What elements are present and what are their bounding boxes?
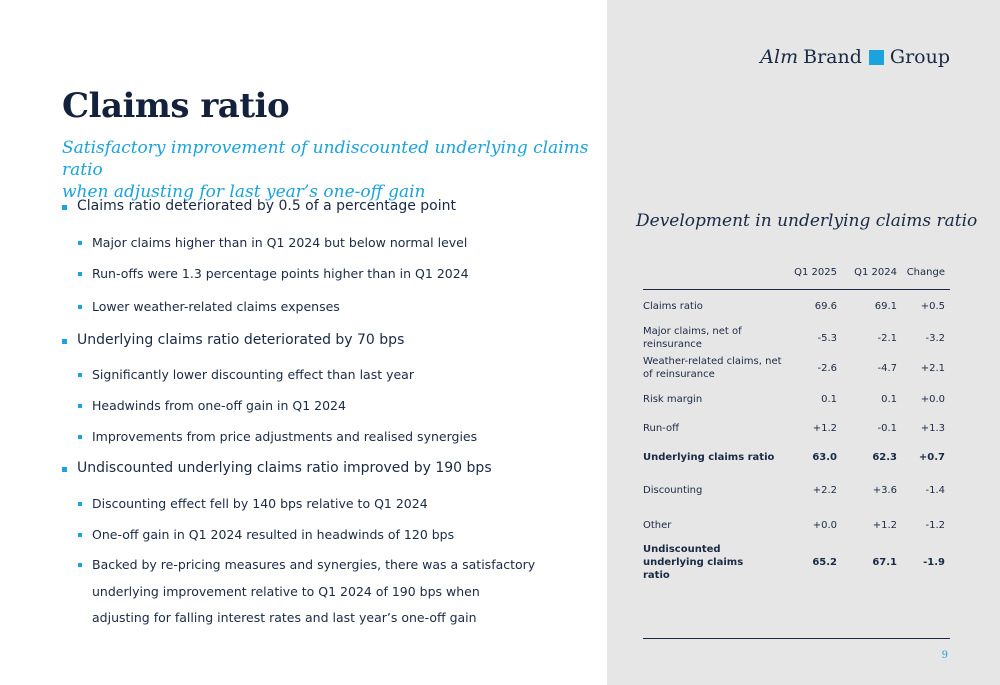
- company-logo: [760, 46, 950, 68]
- sub-bullet-text: Headwinds from one-off gain in Q1 2024: [92, 398, 346, 413]
- bullet-square-icon: [78, 241, 82, 245]
- page-subtitle: [62, 137, 602, 203]
- cell-q1-2025: +1.2: [812, 422, 837, 434]
- row-label: Weather-related claims, net of reinsurance: [643, 356, 782, 380]
- bullet-square-icon: [78, 533, 82, 537]
- sub-bullet-item: [78, 294, 538, 321]
- row-label: Major claims, net of reinsurance: [643, 326, 742, 350]
- cell-change: +0.5: [920, 300, 945, 312]
- page-title: Claims ratio: [62, 86, 290, 126]
- cell-change: +1.3: [920, 422, 945, 434]
- sub-bullet-item: [78, 552, 538, 632]
- table-title: Development in underlying claims ratio: [636, 211, 978, 231]
- column-header-q1-2024: Q1 2024: [854, 267, 897, 278]
- cell-q1-2024: 62.3: [872, 451, 897, 463]
- cell-q1-2025: 0.1: [821, 393, 837, 405]
- logo-brand: Brand: [803, 46, 862, 68]
- cell-q1-2024: +1.2: [872, 519, 897, 531]
- sub-bullet-item: [78, 261, 538, 288]
- cell-q1-2025: 69.6: [814, 300, 837, 312]
- cell-q1-2024: -2.1: [877, 332, 897, 344]
- table-row: [643, 389, 950, 409]
- row-label: Undiscounted underlying claims ratio: [643, 543, 744, 581]
- sub-bullet-text: Run-offs were 1.3 percentage points higher than in Q1 2024: [92, 266, 469, 281]
- bullet-text: Undiscounted underlying claims ratio improved by 190 bps: [77, 460, 492, 476]
- table-row: [643, 418, 950, 438]
- sub-bullet-text: One-off gain in Q1 2024 resulted in headwinds of 120 bps: [92, 527, 455, 542]
- bullet-square-icon: [78, 305, 82, 309]
- cell-q1-2025: +2.2: [812, 484, 837, 496]
- cell-change: -1.9: [923, 556, 945, 568]
- row-label: Underlying claims ratio: [643, 451, 775, 463]
- bullet-text: Claims ratio deteriorated by 0.5 of a percentage point: [77, 198, 456, 214]
- cell-q1-2024: -4.7: [877, 362, 897, 374]
- cell-q1-2024: +3.6: [872, 484, 897, 496]
- bullet-square-icon: [78, 373, 82, 377]
- column-header-q1-2025: Q1 2025: [794, 267, 837, 278]
- cell-q1-2024: -0.1: [877, 422, 897, 434]
- bullet-square-icon: [78, 435, 82, 439]
- bullet-square-icon: [62, 205, 67, 210]
- sub-bullet-text: Improvements from price adjustments and realised synergies: [92, 429, 478, 444]
- sub-bullet-item: [78, 362, 538, 389]
- table-row: [643, 354, 950, 382]
- bullet-item: [62, 198, 456, 214]
- sub-bullet-text: Lower weather-related claims expenses: [92, 299, 340, 314]
- cell-change: -1.4: [925, 484, 945, 496]
- logo-alm: Alm: [760, 46, 799, 68]
- cell-q1-2024: 0.1: [881, 393, 897, 405]
- cell-change: -1.2: [925, 519, 945, 531]
- cell-change: +0.0: [920, 393, 945, 405]
- table-row: [643, 480, 950, 500]
- table-row: [643, 543, 950, 581]
- footer-divider: [643, 638, 950, 639]
- cell-q1-2025: -2.6: [817, 362, 837, 374]
- table-row: [643, 328, 950, 348]
- cell-q1-2025: 63.0: [812, 451, 837, 463]
- bullet-text: Underlying claims ratio deteriorated by 70 bps: [77, 332, 405, 348]
- sub-bullet-text: Major claims higher than in Q1 2024 but below normal level: [92, 235, 468, 250]
- cell-q1-2024: 69.1: [874, 300, 897, 312]
- claims-ratio-table: [643, 258, 950, 581]
- sub-bullet-item: [78, 522, 538, 549]
- bullet-square-icon: [78, 404, 82, 408]
- row-label: Other: [643, 519, 672, 531]
- table-header-row: [643, 258, 950, 290]
- bullet-square-icon: [78, 502, 82, 506]
- sub-bullet-item: [78, 491, 538, 518]
- bullet-item: [62, 332, 404, 348]
- sub-bullet-item: [78, 393, 538, 420]
- bullet-item: [62, 460, 492, 476]
- bullet-square-icon: [62, 467, 67, 472]
- logo-square-icon: [869, 50, 884, 65]
- table-row: [643, 296, 950, 316]
- sub-bullet-item: [78, 424, 538, 451]
- table-row: [643, 515, 950, 535]
- cell-q1-2025: 65.2: [812, 556, 837, 568]
- bullet-square-icon: [78, 563, 82, 567]
- sub-bullet-text: Discounting effect fell by 140 bps relative to Q1 2024: [92, 496, 428, 511]
- row-label: Claims ratio: [643, 300, 703, 312]
- page-number: 9: [941, 650, 948, 661]
- row-label: Run-off: [643, 422, 679, 434]
- cell-change: -3.2: [925, 332, 945, 344]
- cell-q1-2025: -5.3: [817, 332, 837, 344]
- row-label: Discounting: [643, 484, 703, 496]
- bullet-square-icon: [62, 339, 67, 344]
- sub-bullet-item: [78, 230, 538, 257]
- cell-q1-2025: +0.0: [812, 519, 837, 531]
- cell-change: +2.1: [920, 362, 945, 374]
- column-header-change: Change: [906, 267, 945, 278]
- subtitle-line-2: when adjusting for last year’s one-off gain: [62, 182, 426, 202]
- bullet-square-icon: [78, 272, 82, 276]
- row-label: Risk margin: [643, 393, 703, 405]
- sub-bullet-text: Significantly lower discounting effect than last year: [92, 367, 414, 382]
- table-row: [643, 447, 950, 467]
- logo-group: Group: [889, 46, 950, 68]
- subtitle-line-1: Satisfactory improvement of undiscounted underlying claims ratio: [62, 138, 589, 180]
- sub-bullet-text: Backed by re-pricing measures and synergies, there was a satisfactory underlying improvement relative to Q1 2024 of 190 bps when adjusting for falling interest rates and last year’s one-off gain: [92, 557, 536, 625]
- cell-q1-2024: 67.1: [872, 556, 897, 568]
- cell-change: +0.7: [918, 451, 945, 463]
